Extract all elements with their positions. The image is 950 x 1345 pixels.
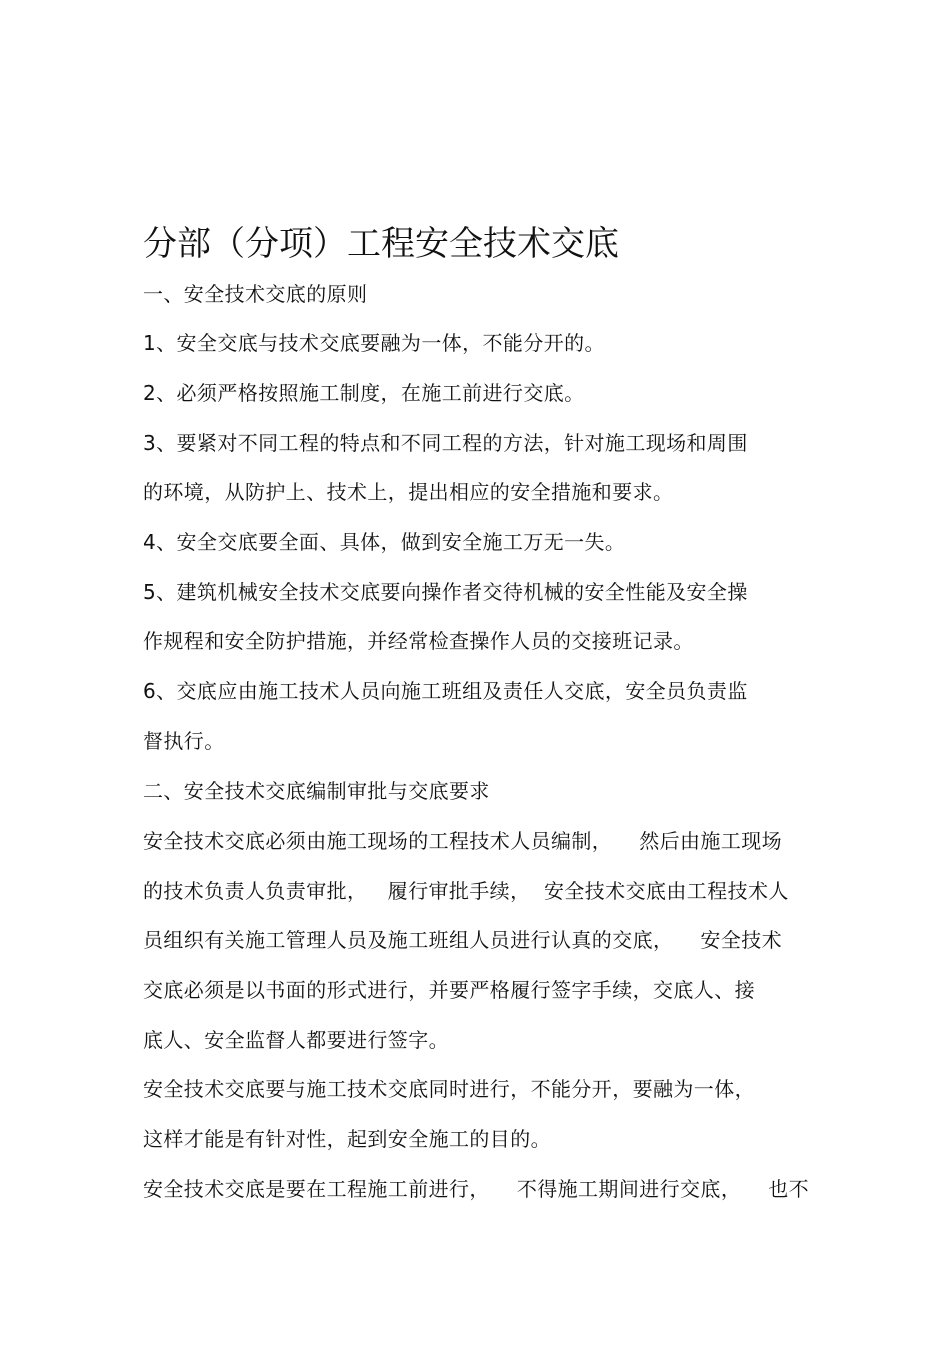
- paragraph-line: 安全技术交底必须由施工现场的工程技术人员编制， 然后由施工现场: [143, 829, 783, 853]
- document-title: 分部（分项）工程安全技术交底: [143, 224, 619, 264]
- paragraph-line: 6、交底应由施工技术人员向施工班组及责任人交底，安全员负责监: [143, 679, 748, 703]
- paragraph-line: 交底必须是以书面的形式进行，并要严格履行签字手续，交底人、接: [143, 978, 755, 1002]
- section-heading-requirements: 二、安全技术交底编制审批与交底要求: [143, 779, 490, 803]
- paragraph-line: 3、要紧对不同工程的特点和不同工程的方法，针对施工现场和周围: [143, 431, 748, 455]
- section-heading-principles: 一、安全技术交底的原则: [143, 282, 368, 306]
- paragraph-line: 这样才能是有针对性，起到安全施工的目的。: [143, 1127, 551, 1151]
- paragraph-line: 安全技术交底要与施工技术交底同时进行，不能分开，要融为一体，: [143, 1077, 755, 1101]
- paragraph-line: 的技术负责人负责审批， 履行审批手续， 安全技术交底由工程技术人: [143, 879, 789, 903]
- paragraph-line: 底人、安全监督人都要进行签字。: [143, 1028, 449, 1052]
- paragraph-line: 5、建筑机械安全技术交底要向操作者交待机械的安全性能及安全操: [143, 580, 748, 604]
- paragraph-line: 作规程和安全防护措施，并经常检查操作人员的交接班记录。: [143, 629, 694, 653]
- paragraph-line: 2、必须严格按照施工制度，在施工前进行交底。: [143, 381, 585, 405]
- paragraph-line: 员组织有关施工管理人员及施工班组人员进行认真的交底， 安全技术: [143, 928, 783, 952]
- paragraph-line: 安全技术交底是要在工程施工前进行， 不得施工期间进行交底， 也不: [143, 1177, 810, 1201]
- paragraph-line: 1、安全交底与技术交底要融为一体，不能分开的。: [143, 331, 605, 355]
- paragraph-line: 4、安全交底要全面、具体，做到安全施工万无一失。: [143, 530, 626, 554]
- paragraph-line: 督执行。: [143, 729, 225, 753]
- paragraph-line: 的环境，从防护上、技术上，提出相应的安全措施和要求。: [143, 480, 674, 504]
